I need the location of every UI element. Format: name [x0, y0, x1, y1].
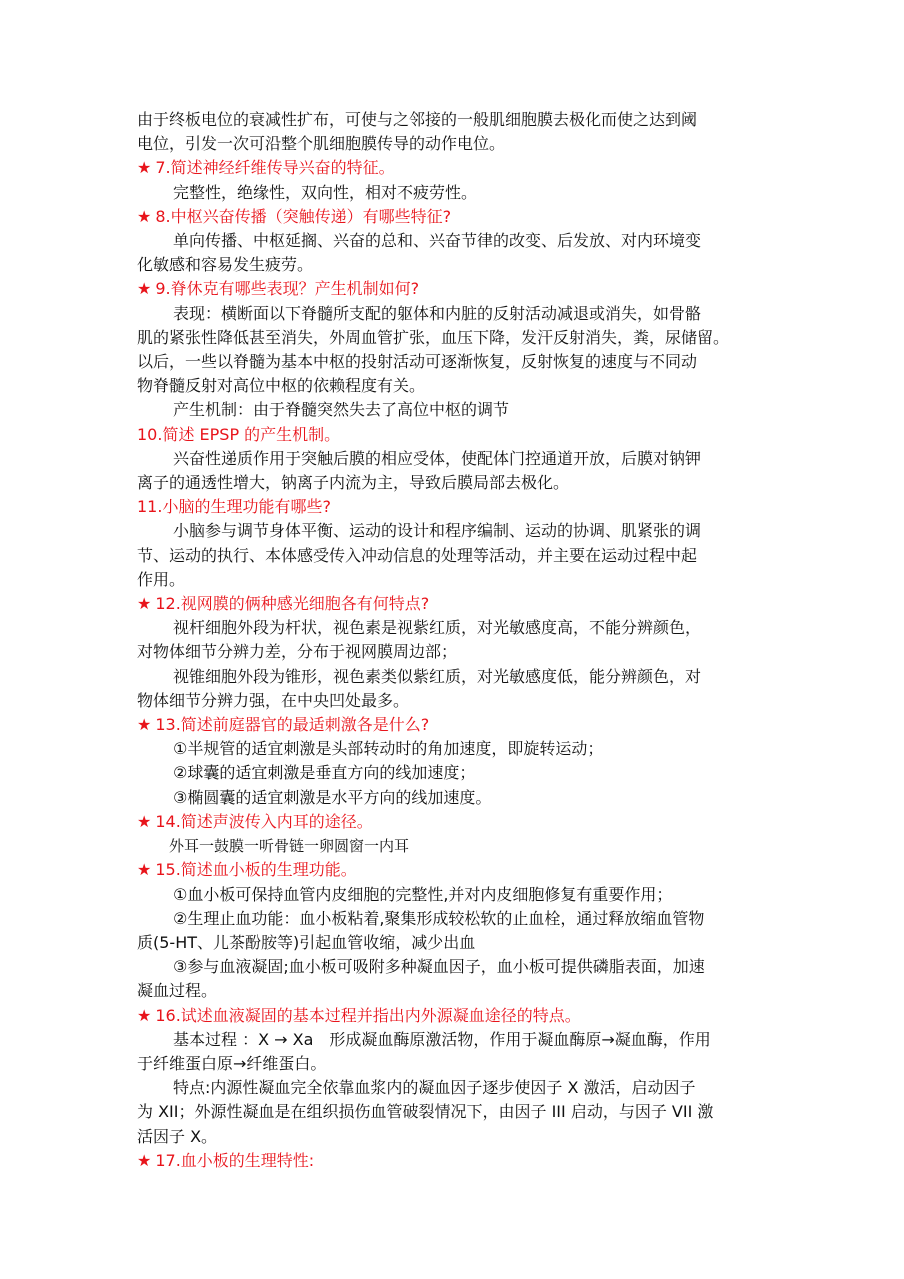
paragraph-line: ②生理止血功能：血小板粘着,聚集形成较松软的止血栓，通过释放缩血管物 — [173, 908, 705, 928]
paragraph-line: 小脑参与调节身体平衡、运动的设计和程序编制、运动的协调、肌紧张的调 — [173, 521, 702, 541]
question-text: 17.血小板的生理特性: — [155, 1150, 315, 1170]
paragraph-line: 肌的紧张性降低甚至消失，外周血管扩张，血压下降，发汗反射消失，粪，尿储留。 — [137, 327, 730, 347]
question-heading — [137, 713, 772, 737]
paragraph-line: 兴奋性递质作用于突触后膜的相应受体，使配体门控通道开放，后膜对钠钾 — [173, 448, 702, 468]
paragraph-line: 离子的通透性增大，钠离子内流为主，导致后膜局部去极化。 — [137, 473, 570, 493]
paragraph-line: 完整性，绝缘性，双向性，相对不疲劳性。 — [173, 182, 478, 202]
paragraph-line: 产生机制：由于脊髓突然失去了高位中枢的调节 — [173, 400, 510, 420]
paragraph-line: 单向传播、中枢延搁、兴奋的总和、兴奋节律的改变、后发放、对内环境变 — [173, 231, 702, 251]
star-icon: ★ — [137, 1150, 152, 1170]
paragraph-line: 电位，引发一次可沿整个肌细胞膜传导的动作电位。 — [137, 134, 506, 154]
paragraph-line: ①半规管的适宜刺激是头部转动时的角加速度，即旋转运动； — [173, 739, 604, 759]
question-heading — [137, 495, 772, 519]
star-icon: ★ — [137, 1005, 152, 1025]
paragraph-line: 以后，一些以脊髓为基本中枢的投射活动可逐渐恢复，反射恢复的速度与不同动 — [137, 352, 698, 372]
paragraph-line: 物体细节分辨力强，在中央凹处最多。 — [137, 690, 410, 710]
question-text: 10.简述 EPSP 的产生机制。 — [137, 424, 341, 444]
paragraph-line: 质(5-HT、儿茶酚胺等)引起血管收缩，减少出血 — [137, 932, 476, 952]
answer-line: 外耳一鼓膜一听骨链一卵圆窗一内耳 — [169, 837, 410, 856]
paragraph-line: 对物体细节分辨力差，分布于视网膜周边部； — [137, 642, 458, 662]
question-text: 14.简述声波传入内耳的途径。 — [155, 811, 373, 831]
paragraph-line: 于纤维蛋白原→纤维蛋白。 — [137, 1053, 327, 1073]
star-icon: ★ — [137, 158, 152, 178]
paragraph-line: 活因子 X。 — [137, 1126, 218, 1146]
question-text: 12.视网膜的俩种感光细胞各有何特点? — [155, 594, 430, 614]
paragraph-line: 特点:内源性凝血完全依靠血浆内的凝血因子逐步使因子 X 激活，启动因子 — [173, 1078, 696, 1098]
question-text: 7.简述神经纤维传导兴奋的特征。 — [155, 158, 395, 178]
question-text: 16.试述血液凝固的基本过程并指出内外源凝血途径的特点。 — [155, 1005, 581, 1025]
paragraph-line: 作用。 — [137, 569, 186, 589]
paragraph-line: ③椭圆囊的适宜刺激是水平方向的线加速度。 — [173, 787, 492, 807]
paragraph-line: ①血小板可保持血管内皮细胞的完整性,并对内皮细胞修复有重要作用； — [173, 884, 673, 904]
star-icon: ★ — [137, 860, 152, 880]
question-heading — [137, 277, 772, 301]
paragraph-line: 视锥细胞外段为锥形，视色素类似紫红质，对光敏感度低，能分辨颜色，对 — [173, 666, 702, 686]
paragraph-line: 为 XII；外源性凝血是在组织损伤血管破裂情况下，由因子 III 启动，与因子 VII 激 — [137, 1102, 714, 1122]
question-heading — [137, 810, 772, 834]
paragraph-line: 视杆细胞外段为杆状，视色素是视紫红质，对光敏感度高，不能分辨颜色， — [173, 618, 702, 638]
question-text: 15.简述血小板的生理功能。 — [155, 860, 357, 880]
question-heading — [137, 1149, 772, 1173]
question-text: 11.小脑的生理功能有哪些? — [137, 497, 331, 517]
question-text: 13.简述前庭器官的最适刺激各是什么? — [155, 715, 430, 735]
star-icon: ★ — [137, 594, 152, 614]
star-icon: ★ — [137, 811, 152, 831]
star-icon: ★ — [137, 715, 152, 735]
question-heading — [137, 156, 772, 180]
paragraph-line: 由于终板电位的衰减性扩布，可使与之邻接的一般肌细胞膜去极化而使之达到阈 — [137, 110, 698, 129]
question-heading — [137, 423, 772, 447]
paragraph-line: ③参与血液凝固;血小板可吸附多种凝血因子，血小板可提供磷脂表面，加速 — [173, 957, 705, 977]
question-heading — [137, 1004, 772, 1028]
question-heading — [137, 592, 772, 616]
question-text: 8.中枢兴奋传播（突触传递）有哪些特征? — [155, 206, 452, 226]
paragraph-line: 基本过程 ：X → Xa 形成凝血酶原激活物，作用于凝血酶原→凝血酶，作用 — [173, 1029, 711, 1049]
paragraph-line: 节、运动的执行、本体感受传入冲动信息的处理等活动，并主要在运动过程中起 — [137, 545, 698, 565]
paragraph-line: 化敏感和容易发生疲劳。 — [137, 255, 314, 275]
document-page — [137, 108, 772, 1173]
paragraph-line: 表现：横断面以下脊髓所支配的躯体和内脏的反射活动减退或消失，如骨骼 — [173, 303, 702, 323]
paragraph-line: ②球囊的适宜刺激是垂直方向的线加速度； — [173, 763, 476, 783]
question-text: 9.脊休克有哪些表现？产生机制如何? — [155, 279, 420, 299]
question-heading — [137, 205, 772, 229]
star-icon: ★ — [137, 279, 152, 299]
paragraph-line: 凝血过程。 — [137, 981, 218, 1001]
question-heading — [137, 858, 772, 882]
star-icon: ★ — [137, 206, 152, 226]
paragraph-line: 物脊髓反射对高位中枢的依赖程度有关。 — [137, 376, 426, 396]
